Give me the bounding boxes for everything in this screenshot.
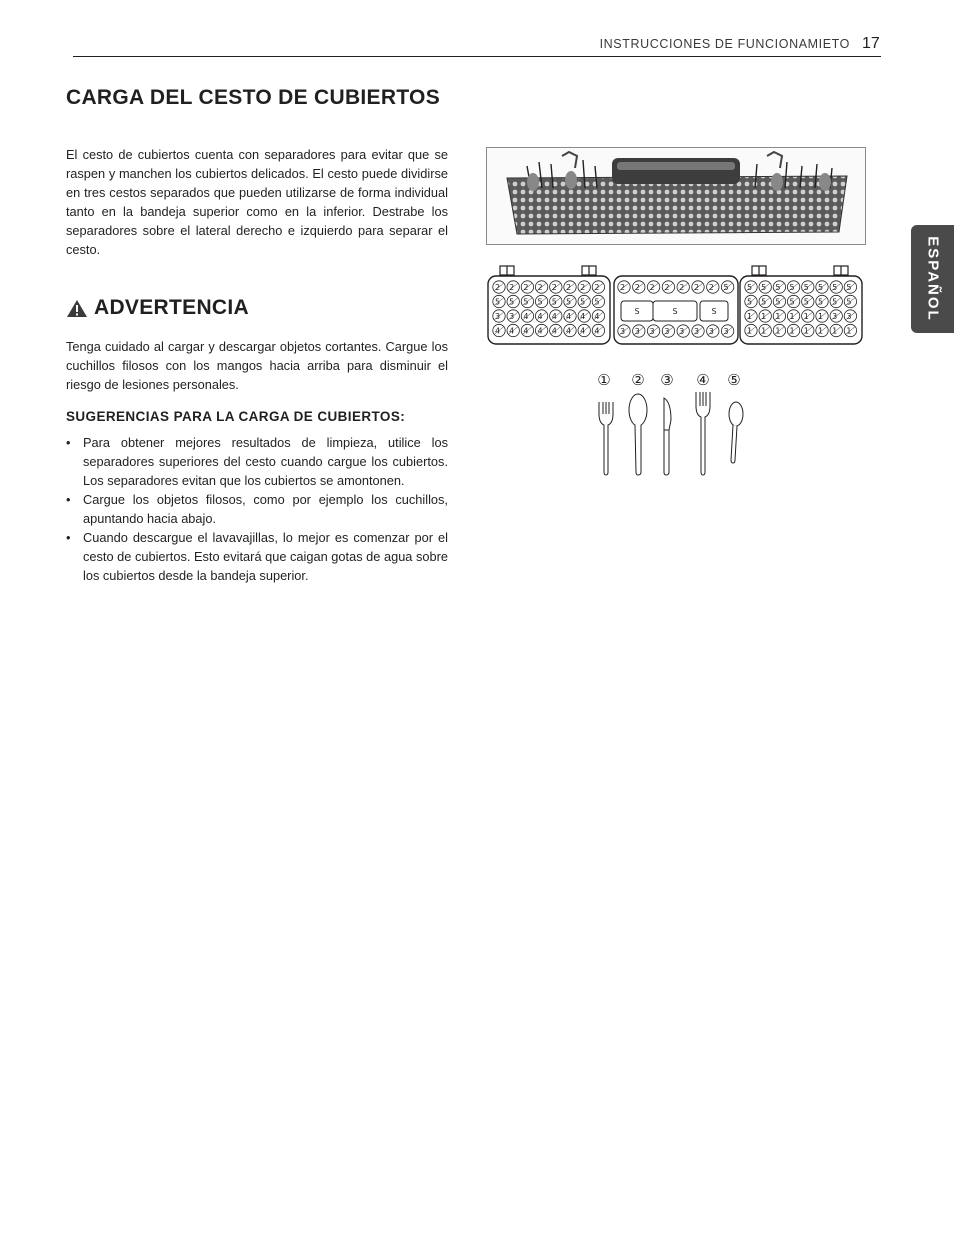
language-tab bbox=[911, 225, 954, 333]
diagram-cell-label: 2 bbox=[565, 283, 572, 292]
diagram-cell-label: 2 bbox=[679, 283, 685, 292]
diagram-cell-label: 5 bbox=[832, 283, 838, 292]
diagram-cell-label: 2 bbox=[494, 283, 501, 292]
diagram-cell-label: 5 bbox=[723, 283, 729, 292]
tips-list bbox=[66, 433, 448, 585]
bullet: • bbox=[66, 492, 71, 507]
diagram-cell-label: 3 bbox=[679, 327, 685, 336]
diagram-cell-label: 1 bbox=[761, 326, 767, 336]
list-item bbox=[66, 433, 448, 490]
diagram-cell-label: 5 bbox=[509, 297, 515, 307]
diagram-slot-label: S bbox=[634, 307, 640, 316]
diagram-cell-label: 3 bbox=[664, 327, 670, 336]
bullet: • bbox=[66, 530, 71, 545]
diagram-cell-label: 2 bbox=[664, 283, 670, 292]
diagram-cell-label: 1 bbox=[789, 326, 795, 336]
fork-icon bbox=[696, 392, 710, 475]
warning-text: Tenga cuidado al cargar y descargar objetos cortantes. Cargue los cuchillos filosos con los mangos hacia arriba para disminuir el riesgo de lesiones personales. bbox=[66, 339, 448, 392]
diagram-cell-label: 1 bbox=[775, 312, 781, 321]
diagram-cell-label: 5 bbox=[846, 297, 852, 307]
marker-4: ④ bbox=[696, 371, 710, 389]
warning-triangle-icon bbox=[66, 299, 88, 318]
cutlery-basket-photo bbox=[486, 147, 866, 245]
tips-heading: SUGERENCIAS PARA LA CARGA DE CUBIERTOS: bbox=[66, 409, 406, 424]
diagram-cell-label: 2 bbox=[634, 283, 640, 292]
diagram-slot-label: S bbox=[672, 307, 678, 316]
list-item-text: Cargue los objetos filosos, como por ejemplo los cuchillos, apuntando hacia abajo. bbox=[83, 492, 448, 526]
diagram-cell-label: 5 bbox=[537, 297, 543, 307]
knife-icon bbox=[664, 398, 671, 475]
bullet: • bbox=[66, 435, 71, 450]
diagram-cell-label: 5 bbox=[775, 283, 781, 292]
diagram-cell-label: 4 bbox=[551, 312, 557, 321]
diagram-cell-label: 2 bbox=[551, 283, 557, 292]
diagram-slot-label: S bbox=[711, 307, 717, 316]
diagram-cell-label: 3 bbox=[649, 327, 655, 336]
list-item-text: Para obtener mejores resultados de limpieza, utilice los separadores superiores del cesto cuando cargue los cubiertos. Los separadores evitan que los cubiertos se amontonen. bbox=[83, 435, 448, 488]
marker-5: ⑤ bbox=[727, 371, 741, 389]
diagram-cell-label: 1 bbox=[803, 312, 809, 321]
diagram-cell-label: 1 bbox=[832, 326, 838, 336]
basket-loading-diagram-svg bbox=[486, 262, 866, 348]
language-tab-label: ESPAÑOL bbox=[924, 236, 941, 322]
diagram-cell-label: 3 bbox=[832, 312, 838, 321]
diagram-cell-label: 2 bbox=[537, 283, 543, 292]
diagram-cell-label: 4 bbox=[594, 312, 600, 321]
diagram-cell-label: 5 bbox=[846, 283, 852, 292]
diagram-cell-label: 3 bbox=[494, 312, 501, 321]
diagram-cell-label: 5 bbox=[565, 297, 572, 307]
diagram-cell-label: 4 bbox=[565, 326, 572, 336]
intro-paragraph: El cesto de cubiertos cuenta con separadores para evitar que se raspen y manchen los cubiertos delicados. El cesto puede dividirse en tres cestos separados que pueden utilizarse de forma individual tanto en la bandeja superior como en la inferior. Destrabe los separadores sobre el lateral derecho e izquierdo para separar el cesto. bbox=[66, 147, 448, 257]
warning-heading bbox=[66, 296, 249, 320]
diagram-cell-label: 1 bbox=[803, 326, 809, 336]
fork-icon bbox=[599, 402, 613, 475]
diagram-cell-label: 5 bbox=[803, 283, 809, 292]
diagram-cell-label: 4 bbox=[523, 312, 529, 321]
diagram-cell-label: 2 bbox=[594, 283, 600, 292]
diagram-cell-label: 5 bbox=[832, 297, 838, 307]
diagram-cell-label: 1 bbox=[817, 326, 824, 336]
cutlery-basket-illustration bbox=[487, 148, 865, 244]
diagram-cell-label: 1 bbox=[846, 326, 852, 336]
diagram-cell-label: 5 bbox=[594, 297, 600, 307]
list-item-text: Cuando descargue el lavavajillas, lo mejor es comenzar por el cesto de cubiertos. Esto evitará que caigan gotas de agua sobre los cubiertos desde la bandeja superior. bbox=[83, 530, 448, 583]
diagram-cell-label: 4 bbox=[523, 326, 529, 336]
diagram-cell-label: 5 bbox=[817, 283, 824, 292]
diagram-cell-label: 5 bbox=[746, 297, 753, 307]
diagram-cell-label: 1 bbox=[761, 312, 767, 321]
diagram-cell-label: 1 bbox=[817, 312, 824, 321]
marker-3: ③ bbox=[660, 371, 674, 389]
diagram-cell-label: 4 bbox=[580, 326, 586, 336]
list-item bbox=[66, 528, 448, 585]
diagram-left-basket bbox=[488, 276, 610, 344]
diagram-right-basket bbox=[740, 276, 862, 344]
diagram-cell-label: 2 bbox=[708, 283, 714, 292]
list-item bbox=[66, 490, 448, 528]
diagram-cell-label: 3 bbox=[619, 327, 626, 336]
diagram-cell-label: 5 bbox=[789, 297, 795, 307]
marker-1: ① bbox=[597, 371, 611, 389]
diagram-cell-label: 5 bbox=[761, 283, 767, 292]
utensil-legend bbox=[585, 368, 755, 485]
diagram-cell-label: 5 bbox=[775, 297, 781, 307]
diagram-cell-label: 3 bbox=[509, 312, 515, 321]
diagram-cell-label: 1 bbox=[775, 326, 781, 336]
diagram-cell-label: 4 bbox=[509, 326, 515, 336]
diagram-cell-label: 4 bbox=[594, 326, 600, 336]
header-section: INSTRUCCIONES DE FUNCIONAMIETO bbox=[599, 37, 850, 51]
utensil-legend-svg bbox=[585, 368, 755, 480]
diagram-cell-label: 2 bbox=[580, 283, 586, 292]
warning-title: ADVERTENCIA bbox=[94, 296, 249, 319]
diagram-cell-label: 2 bbox=[509, 283, 515, 292]
basket-loading-diagram bbox=[486, 262, 866, 353]
diagram-cell-label: 4 bbox=[537, 312, 543, 321]
page-title: CARGA DEL CESTO DE CUBIERTOS bbox=[66, 86, 441, 109]
diagram-cell-label: 5 bbox=[817, 297, 824, 307]
diagram-cell-label: 5 bbox=[761, 297, 767, 307]
diagram-cell-label: 4 bbox=[537, 326, 543, 336]
diagram-cell-label: 3 bbox=[723, 327, 729, 336]
diagram-cell-label: 1 bbox=[789, 312, 795, 321]
diagram-cell-label: 4 bbox=[565, 312, 572, 321]
header-rule bbox=[73, 56, 881, 57]
diagram-cell-label: 3 bbox=[708, 327, 714, 336]
diagram-cell-label: 2 bbox=[523, 283, 529, 292]
diagram-cell-label: 5 bbox=[551, 297, 557, 307]
page-number: 17 bbox=[862, 35, 880, 52]
diagram-cell-label: 4 bbox=[580, 312, 586, 321]
diagram-cell-label: 1 bbox=[746, 326, 753, 336]
diagram-cell-label: 5 bbox=[803, 297, 809, 307]
diagram-cell-label: 2 bbox=[649, 283, 655, 292]
teaspoon-icon bbox=[729, 402, 743, 463]
diagram-cell-label: 3 bbox=[634, 327, 640, 336]
diagram-cell-label: 5 bbox=[494, 297, 501, 307]
diagram-cell-label: 2 bbox=[619, 283, 626, 292]
diagram-cell-label: 2 bbox=[693, 283, 700, 292]
diagram-cell-label: 5 bbox=[746, 283, 753, 292]
diagram-cell-label: 5 bbox=[580, 297, 586, 307]
diagram-cell-label: 5 bbox=[523, 297, 529, 307]
diagram-cell-label: 4 bbox=[494, 326, 501, 336]
diagram-cell-label: 3 bbox=[693, 327, 700, 336]
marker-2: ② bbox=[631, 371, 645, 389]
diagram-cell-label: 1 bbox=[746, 312, 753, 321]
diagram-cell-label: 3 bbox=[846, 312, 852, 321]
spoon-icon bbox=[629, 394, 647, 475]
diagram-cell-label: 5 bbox=[789, 283, 795, 292]
diagram-cell-label: 4 bbox=[551, 326, 557, 336]
